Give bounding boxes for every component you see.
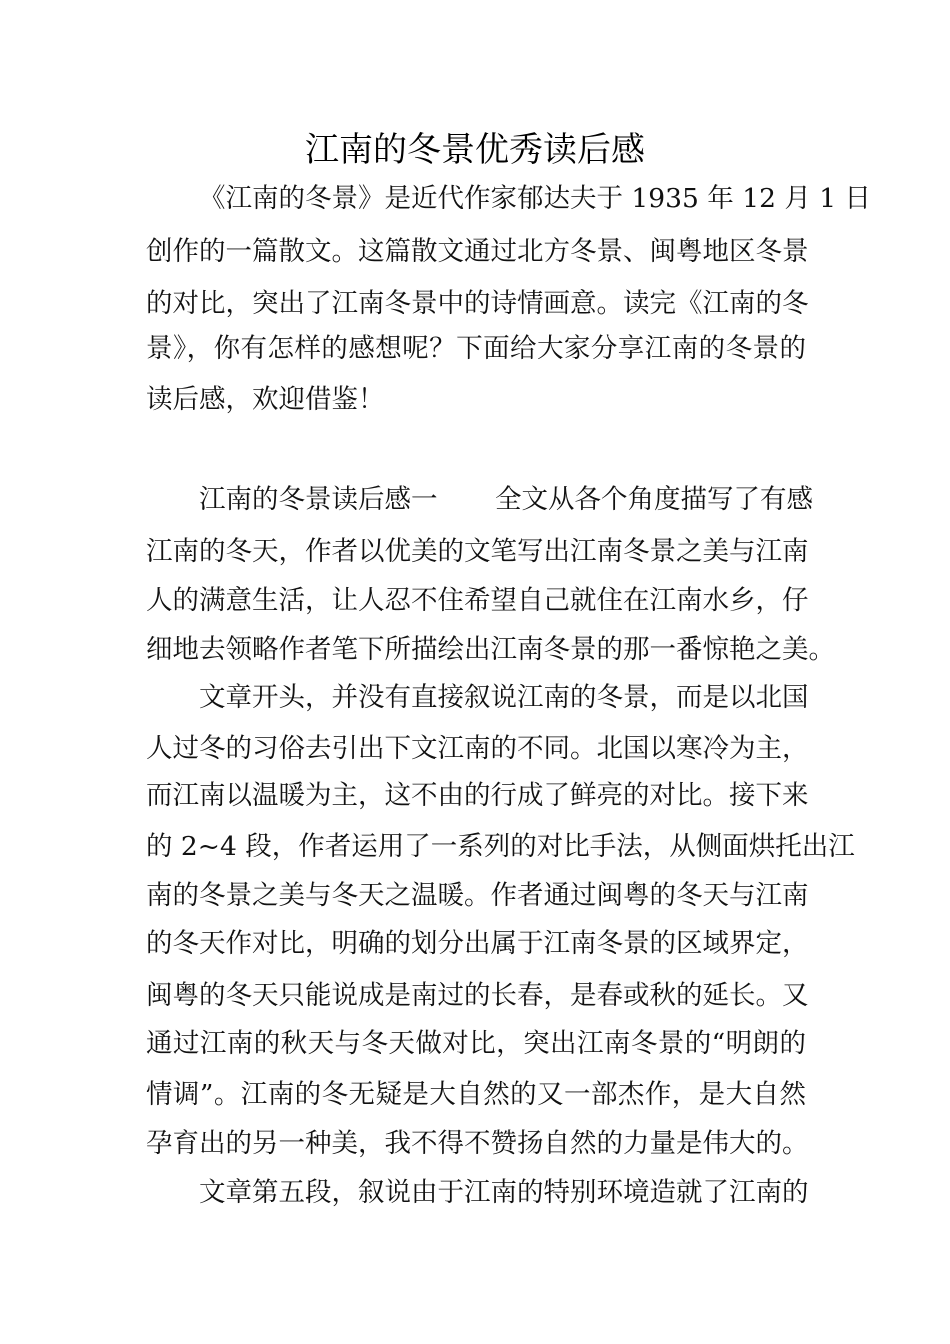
paragraph-line: 南的冬景之美与冬天之温暖。作者通过闽粤的冬天与江南: [146, 880, 809, 911]
intro-line: 景》，你有怎样的感想呢？下面给大家分享江南的冬景的: [146, 333, 806, 364]
intro-line: 的对比，突出了江南冬景中的诗情画意。读完《江南的冬: [146, 288, 809, 319]
paragraph-line: 而江南以温暖为主，这不由的行成了鲜亮的对比。接下来: [146, 780, 809, 811]
intro-line: 创作的一篇散文。这篇散文通过北方冬景、闽粤地区冬景: [146, 236, 809, 267]
section-first-line: [199, 483, 813, 517]
document-title: 江南的冬景优秀读后感: [305, 130, 645, 170]
paragraph-line: 人的满意生活，让人忍不住希望自己就住在江南水乡，仔: [146, 585, 809, 616]
paragraph-line: 闽粤的冬天只能说成是南过的长春，是春或秋的延长。又: [146, 980, 809, 1011]
paragraph-line: 细地去领略作者笔下所描绘出江南冬景的那一番惊艳之美。: [146, 634, 835, 665]
paragraph-line: 全文从各个角度描写了有感: [495, 484, 813, 515]
paragraph-line: 通过江南的秋天与冬天做对比，突出江南冬景的“明朗的: [146, 1028, 806, 1059]
intro-line: 读后感，欢迎借鉴！: [146, 384, 385, 415]
section-heading: 江南的冬景读后感一: [199, 484, 438, 515]
paragraph-line: 江南的冬天，作者以优美的文笔写出江南冬景之美与江南: [146, 536, 809, 567]
paragraph-line: 人过冬的习俗去引出下文江南的不同。北国以寒冷为主，: [146, 733, 809, 764]
paragraph-line: 的 2~4 段，作者运用了一系列的对比手法，从侧面烘托出江: [146, 831, 855, 862]
intro-line: 《江南的冬景》是近代作家郁达夫于 1935 年 12 月 1 日: [199, 183, 872, 214]
paragraph-line: 的冬天作对比，明确的划分出属于江南冬景的区域界定，: [146, 928, 809, 959]
paragraph-line: 孕育出的另一种美，我不得不赞扬自然的力量是伟大的。: [146, 1128, 809, 1159]
paragraph-line: 文章开头，并没有直接叙说江南的冬景，而是以北国: [199, 682, 809, 713]
paragraph-line: 文章第五段，叙说由于江南的特别环境造就了江南的: [199, 1177, 809, 1208]
paragraph-line: 情调”。江南的冬无疑是大自然的又一部杰作，是大自然: [146, 1079, 806, 1110]
